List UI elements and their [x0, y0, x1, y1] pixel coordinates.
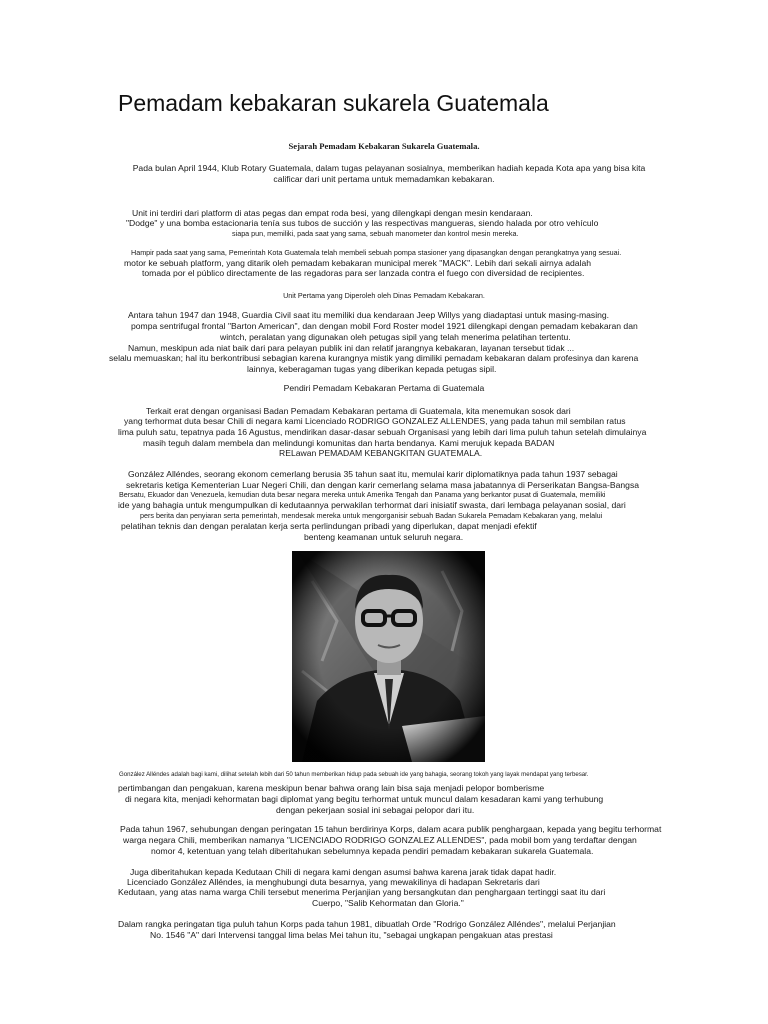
paragraph-line: RELawan PEMADAM KEBANGKITAN GUATEMALA. — [279, 448, 483, 458]
paragraph-line: lima puluh satu, tepatnya pada 16 Agustus, mendirikan dasar-dasar sebuah Organisasi yang lebih dari lima puluh tahun setelah dimulainya — [118, 427, 647, 437]
paragraph-line: ide yang bahagia untuk mengumpulkan di kedutaannya perwakilan terhormat dari inisiatif swasta, dari lembaga pelayanan sosial, dari — [118, 500, 626, 510]
paragraph-line: motor ke sebuah platform, yang ditarik oleh pemadam kebakaran municipal merek "MACK". Lebih dari sekali airnya adalah — [124, 258, 592, 268]
paragraph-line: masih teguh dalam membela dan melindungi komunitas dan harta bendanya. Kami merujuk kepada BADAN — [143, 438, 555, 448]
page-title: Pemadam kebakaran sukarela Guatemala — [118, 90, 549, 116]
paragraph-line: selalu memuaskan; hal itu berkontribusi sebagian karena kurangnya mistik yang dimiliki pemadam kebakaran dalam profesinya dan karena — [109, 353, 639, 363]
paragraph-line: lainnya, keberagaman tugas yang diberikan kepada petugas sipil. — [247, 364, 497, 374]
paragraph-line: di negara kita, menjadi kehormatan bagi diplomat yang begitu terhormat untuk muncul dalam kesadaran kami yang terhubung — [125, 794, 604, 804]
paragraph-line: Unit ini terdiri dari platform di atas pegas dan empat roda besi, yang dilengkapi dengan mesin kendaraan. — [132, 208, 533, 218]
paragraph-line: Juga diberitahukan kepada Kedutaan Chili di negara kami dengan asumsi bahwa karena jarak tidak dapat hadir. — [130, 867, 557, 877]
paragraph-line: Pada bulan April 1944, Klub Rotary Guatemala, dalam tugas pelayanan sosialnya, memberikan hadiah kepada Kota apa yang bisa kita — [132, 163, 646, 173]
paragraph-line: Pada tahun 1967, sehubungan dengan peringatan 15 tahun berdirinya Korps, dalam acara publik penghargaan, kepada yang begitu terhormat — [120, 824, 662, 834]
paragraph-line: González Alléndes, seorang ekonom cemerlang berusia 35 tahun saat itu, memulai karir diplomatiknya pada tahun 1937 sebagai — [128, 469, 618, 479]
paragraph-line: Dalam rangka peringatan tiga puluh tahun Korps pada tahun 1981, dibuatlah Orde "Rodrigo González Alléndes", melalui Perjanjian — [118, 919, 616, 929]
paragraph-line: wintch, peralatan yang digunakan oleh petugas sipil yang telah menerima pelatihan tertentu. — [220, 332, 571, 342]
section-heading: Unit Pertama yang Diperoleh oleh Dinas Pemadam Kebakaran. — [283, 291, 485, 300]
paragraph-line: Kedutaan, yang atas nama warga Chili tersebut menerima Perjanjian yang bersangkutan dan penghargaan tertinggi saat itu dari — [118, 887, 606, 897]
paragraph-line: nomor 4, ketentuan yang telah diberitahukan sebelumnya kepada pendiri pemadam kebakaran sukarela Guatemala. — [151, 846, 594, 856]
paragraph-line: calificar dari unit pertama untuk memadamkan kebakaran. — [273, 174, 495, 184]
paragraph-line: pertimbangan dan pengakuan, karena meskipun benar bahwa orang lain bisa saja menjadi pelopor bomberisme — [118, 783, 545, 793]
paragraph-line: sekretaris ketiga Kementerian Luar Negeri Chili, dan dengan karir cemerlang selama masa jabatannya di Perserikatan Bangsa-Bangsa — [126, 480, 640, 490]
paragraph-line: yang terhormat duta besar Chili di negara kami Licenciado RODRIGO GONZALEZ ALLENDES, yang pada tahun mil sembilan ratus — [124, 416, 626, 426]
paragraph-line: Terkait erat dengan organisasi Badan Pemadam Kebakaran pertama di Guatemala, kita menemukan sosok dari — [146, 406, 571, 416]
paragraph-line: Cuerpo, "Salib Kehormatan dan Gloria." — [312, 898, 464, 908]
photo-caption: González Alléndes adalah bagi kami, dilihat setelah lebih dari 50 tahun memberikan hidup pada sebuah ide yang bahagia, seorang tokoh yang layak mendapat yang terbesar. — [119, 771, 589, 778]
paragraph-line: pelatihan teknis dan dengan peralatan kerja serta perlindungan pribadi yang diperlukan, dapat menjadi efektif — [121, 521, 537, 531]
portrait-photo — [292, 551, 485, 762]
paragraph-line: warga negara Chili, memberikan namanya "LICENCIADO RODRIGO GONZALEZ ALLENDES", pada mobil bom yang terdaftar dengan — [123, 835, 637, 845]
paragraph-line: pers berita dan penyiaran serta pemerintah, mendesak mereka untuk mengorganisir sebuah Badan Sukarela Pemadam Kebakaran yang, melalui — [140, 511, 603, 520]
paragraph-line: Antara tahun 1947 dan 1948, Guardia Civil saat itu memiliki dua kendaraan Jeep Willys yang diadaptasi untuk masing-masing. — [128, 310, 610, 320]
paragraph-line: "Dodge" y una bomba estacionaria tenía sus tubos de succión y las respectivas mangueras, siendo halada por otro vehículo — [126, 218, 599, 228]
section-title: Sejarah Pemadam Kebakaran Sukarela Guatemala. — [288, 141, 480, 151]
paragraph-line: Licenciado González Alléndes, ia menghubungi duta besarnya, yang mewakilinya di hadapan Sekretaris dari — [127, 877, 540, 887]
paragraph-line: pompa sentrifugal frontal "Barton American", dan dengan mobil Ford Roster model 1921 dilengkapi dengan pemadam kebakaran dan — [131, 321, 638, 331]
paragraph-line: dengan pekerjaan sosial ini sebagai pelopor dari itu. — [276, 805, 475, 815]
paragraph-line: Hampir pada saat yang sama, Pemerintah Kota Guatemala telah membeli sebuah pompa stasioner yang dipasangkan dengan perangkatnya yang sesuai. — [131, 248, 622, 257]
paragraph-line: siapa pun, memiliki, pada saat yang sama, sebuah manometer dan kontrol mesin mereka. — [232, 229, 519, 238]
paragraph-line: tomada por el público directamente de las regadoras para ser lanzada contra el fuego con diversidad de recipientes. — [142, 268, 585, 278]
paragraph-line: Bersatu, Ekuador dan Venezuela, kemudian duta besar negara mereka untuk Amerika Tengah dan Panama yang berkantor pusat di Guatemala, memiliki — [119, 490, 606, 499]
paragraph-line: benteng keamanan untuk seluruh negara. — [304, 532, 464, 542]
paragraph-line: Namun, meskipun ada niat baik dari para pelayan publik ini dan relatif jarangnya kebakaran, layanan tersebut tidak ... — [128, 343, 575, 353]
paragraph-line: No. 1546 "A" dari Intervensi tanggal lima belas Mei tahun itu, "sebagai ungkapan pengakuan atas prestasi — [150, 930, 553, 940]
section-heading: Pendiri Pemadam Kebakaran Pertama di Guatemala — [283, 383, 485, 393]
